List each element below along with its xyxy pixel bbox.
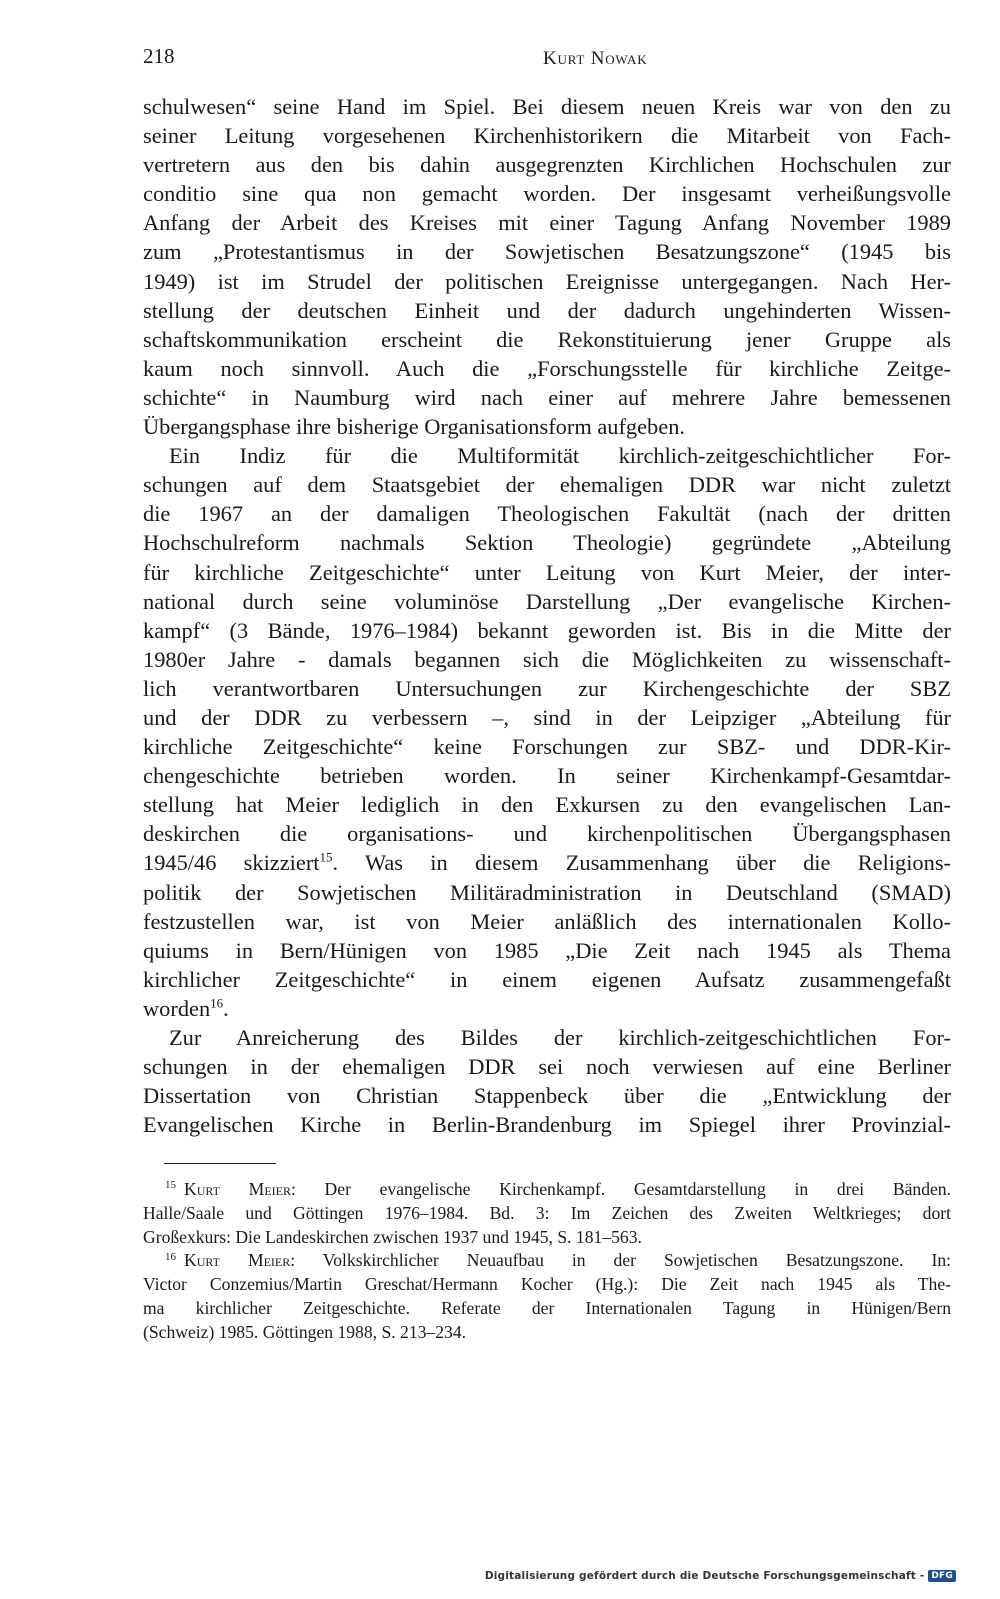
text-line: schungen auf dem Staatsgebiet der ehemaligen DDR war nicht zuletzt [143,472,951,498]
text-line: kirchliche Zeitgeschichte“ keine Forschungen zur SBZ- und DDR-Kir- [143,734,951,760]
paragraph-1 [143,92,951,441]
text-line: die 1967 an der damaligen Theologischen Fakultät (nach der dritten [143,501,951,527]
text-line: Evangelischen Kirche in Berlin-Brandenburg im Spiegel ihrer Provinzial- [143,1112,951,1138]
paragraph-2 [143,441,951,1023]
footnote-ref-16[interactable]: 16 [210,995,224,1011]
footnote-author: Kurt Meier [184,1179,291,1199]
text-line: kirchlicher Zeitgeschichte“ in einem eigenen Aufsatz zusammengefaßt [143,966,951,992]
text-line: chengeschichte betrieben worden. In seiner Kirchenkampf-Gesamtdar- [143,763,951,789]
footnote-line [143,1249,951,1273]
text-line: schulwesen“ seine Hand im Spiel. Bei diesem neuen Kreis war von den zu [143,94,951,119]
text-line: quiums in Bern/Hünigen von 1985 „Die Zeit nach 1945 als Thema [143,937,951,963]
text-fragment: worden [143,995,211,1021]
credit-text: Digitalisierung gefördert durch die Deutsche Forschungsgemeinschaft - [484,1570,925,1582]
footnote-number: 16 [165,1250,176,1263]
text-line: kampf“ (3 Bände, 1976–1984) bekannt geworden ist. Bis in die Mitte der [143,617,951,643]
footnotes [143,1178,951,1345]
text-line: national durch seine voluminöse Darstellung „Der evangelische Kirchen- [143,588,951,614]
text-line: schungen in der ehemaligen DDR sei noch verwiesen auf eine Berliner [143,1054,951,1080]
text-fragment: : Der evangelische Kirchenkampf. Gesamtdarstellung in drei Bänden. [290,1179,952,1199]
footnote-15 [143,1178,951,1249]
text-line: für kirchliche Zeitgeschichte“ unter Leitung von Kurt Meier, der inter- [143,559,951,585]
text-line: zum „Protestantismus in der Sowjetischen Besatzungszone“ (1945 bis [143,239,951,265]
text-line: schichte“ in Naumburg wird nach einer auf mehrere Jahre bemessenen [143,384,951,410]
body-text [143,92,951,1139]
running-head: Kurt Nowak [543,48,648,69]
text-line [143,994,951,1023]
text-line: stellung der deutschen Einheit und der dadurch ungehinderten Wissen- [143,297,951,323]
text-line: festzustellen war, ist von Meier anläßlich des internationalen Kollo- [143,908,951,934]
text-line: deskirchen die organisations- und kirchenpolitischen Übergangsphasen [143,821,951,847]
text-line: kaum noch sinnvoll. Auch die „Forschungsstelle für kirchliche Zeitge- [143,355,951,381]
text-line: politik der Sowjetischen Militäradministration in Deutschland (SMAD) [143,879,951,905]
text-line [143,848,951,877]
text-line: Zur Anreicherung des Bildes der kirchlich-zeitgeschichtlichen For- [169,1025,951,1050]
text-line: 1980er Jahre - damals begannen sich die Möglichkeiten zu wissenschaft- [143,646,951,672]
footnote-line: Victor Conzemius/Martin Greschat/Hermann Kocher (Hg.): Die Zeit nach 1945 als The- [143,1274,951,1295]
paragraph-3 [143,1023,951,1139]
footnote-line: (Schweiz) 1985. Göttingen 1988, S. 213–234. [143,1321,467,1342]
digitization-credit [485,1566,956,1586]
page-header [143,44,953,74]
text-line: lich verantwortbaren Untersuchungen zur Kirchengeschichte der SBZ [143,675,951,701]
text-line: stellung hat Meier lediglich in den Exkursen zu den evangelischen Lan- [143,792,951,818]
footnote-divider [164,1163,276,1164]
text-fragment: . [223,995,229,1021]
text-fragment: : Volkskirchlicher Neuaufbau in der Sowjetischen Besatzungszone. In: [290,1250,952,1271]
text-line: 1949) ist im Strudel der politischen Ereignisse untergegangen. Nach Her- [143,268,951,294]
footnote-line: Halle/Saale und Göttingen 1976–1984. Bd. 3: Im Zeichen des Zweiten Weltkrieges; dort [143,1202,951,1223]
footnote-line: Großexkurs: Die Landeskirchen zwischen 1937 und 1945, S. 181–563. [143,1226,642,1247]
text-line: seiner Leitung vorgesehenen Kirchenhistorikern die Mitarbeit von Fach- [143,123,951,149]
text-line: und der DDR zu verbessern –, sind in der Leipziger „Abteilung für [143,704,951,730]
footnote-number: 15 [165,1179,176,1192]
text-line: Dissertation von Christian Stappenbeck über die „Entwicklung der [143,1083,951,1109]
footnote-ref-15[interactable]: 15 [319,849,333,865]
text-line: schaftskommunikation erscheint die Rekonstituierung jener Gruppe als [143,326,951,352]
text-line: Ein Indiz für die Multiformität kirchlich-zeitgeschichtlicher For- [169,443,951,469]
footnote-line: ma kirchlicher Zeitgeschichte. Referate der Internationalen Tagung in Hünigen/Bern [143,1297,951,1318]
footnote-author: Kurt Meier [184,1250,291,1271]
page-number: 218 [143,44,175,68]
text-fragment: . Was in diesem Zusammenhang über die Religions- [332,850,951,876]
footnote-line [143,1178,951,1202]
text-line: Anfang der Arbeit des Kreises mit einer Tagung Anfang November 1989 [143,210,951,236]
dfg-logo-icon: DFG [928,1570,956,1582]
text-fragment: 1945/46 skizziert [143,850,320,876]
text-line: vertretern aus den bis dahin ausgegrenzten Kirchlichen Hochschulen zur [143,152,951,178]
text-line: Übergangsphase ihre bisherige Organisationsform aufgeben. [143,414,685,440]
footnote-16 [143,1249,951,1344]
text-line: Hochschulreform nachmals Sektion Theologie) gegründete „Abteilung [143,530,951,556]
text-line: conditio sine qua non gemacht worden. Der insgesamt verheißungsvolle [143,181,951,207]
